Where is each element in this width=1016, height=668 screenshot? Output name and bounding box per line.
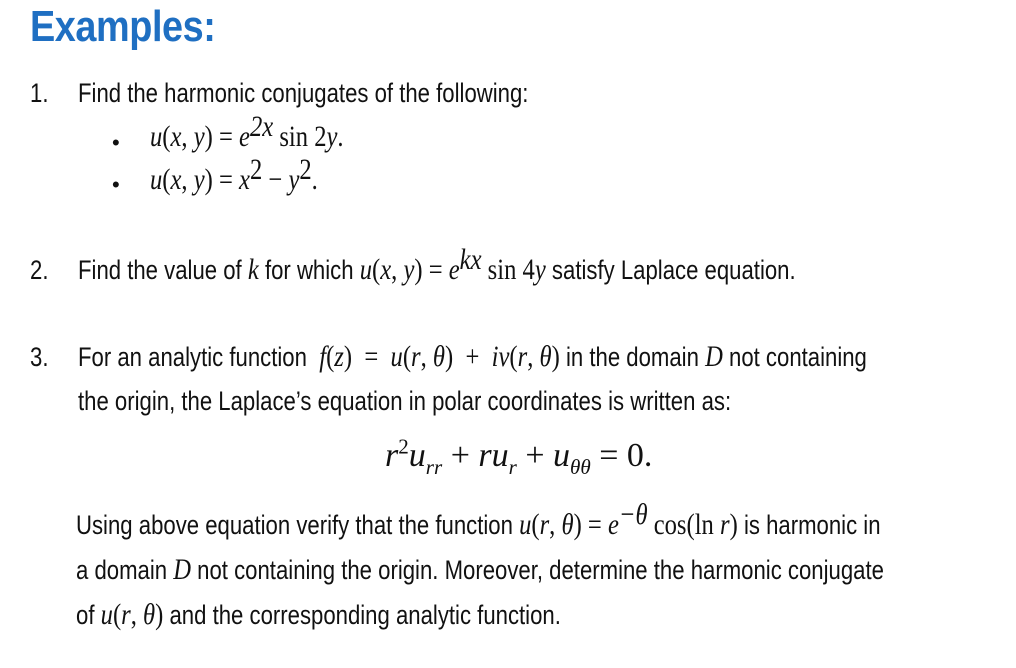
bullet-2: •	[112, 172, 120, 197]
item-1-bullet-2-math: u(x, $y) = x^2 - y^2$.	[150, 153, 318, 196]
item-3-para2-before: a domain	[76, 555, 168, 585]
laplace-polar-equation: $r^2u_{rr} + ru_r + u_{\theta\theta} = 0$.	[385, 434, 653, 479]
page-title: Examples:	[30, 2, 216, 51]
item-3-line1-middle: in the domain	[565, 342, 699, 372]
item-3-line1-before: For an analytic function	[78, 342, 307, 372]
item-3-para-2	[76, 553, 884, 587]
item-2-text-middle: for which	[264, 255, 354, 285]
var-k: k	[247, 253, 259, 286]
item-3-para-1: Using above equation verify that the function u(r, $\theta) = e^{-\theta}$ cos(ln r) is harmonic in	[76, 498, 881, 541]
var-D-2: D	[173, 553, 192, 586]
item-number-3: 3.	[30, 342, 49, 372]
item-2-text-before: Find the value of	[78, 255, 242, 285]
item-number-1: 1.	[30, 78, 49, 108]
item-3-line1-after: not containing	[729, 342, 867, 372]
item-1-bullet-1-math: u(x, $y) = e^{2x}$ sin 2y.	[150, 110, 344, 153]
item-3-line-1: For an analytic function f(z) = u(r, θ) + iv(r, θ) in the domain D not containing	[78, 340, 867, 373]
item-3-para-3: of u(r, θ) and the corresponding analytic function.	[76, 598, 561, 631]
item-3-para2-after: not containing the origin. Moreover, determine the harmonic conjugate	[197, 555, 884, 585]
item-1-text: Find the harmonic conjugates of the following:	[78, 78, 529, 108]
item-3-para1-after: is harmonic in	[743, 510, 881, 540]
var-D-1: D	[705, 340, 723, 373]
item-3-line-2: the origin, the Laplace’s equation in polar coordinates is written as:	[78, 386, 732, 416]
bullet-1: •	[112, 130, 120, 155]
item-2-text: Find the value of k for which u(x, $y) = e^{kx}$ sin 4y satisfy Laplace equation.	[78, 243, 796, 286]
item-3-para3-before: of	[76, 600, 95, 630]
item-number-2: 2.	[30, 255, 49, 285]
item-2-text-after: satisfy Laplace equation.	[551, 255, 796, 285]
item-3-para3-after: and the corresponding analytic function.	[169, 600, 561, 630]
item-3-para1-before: Using above equation verify that the function	[76, 510, 513, 540]
